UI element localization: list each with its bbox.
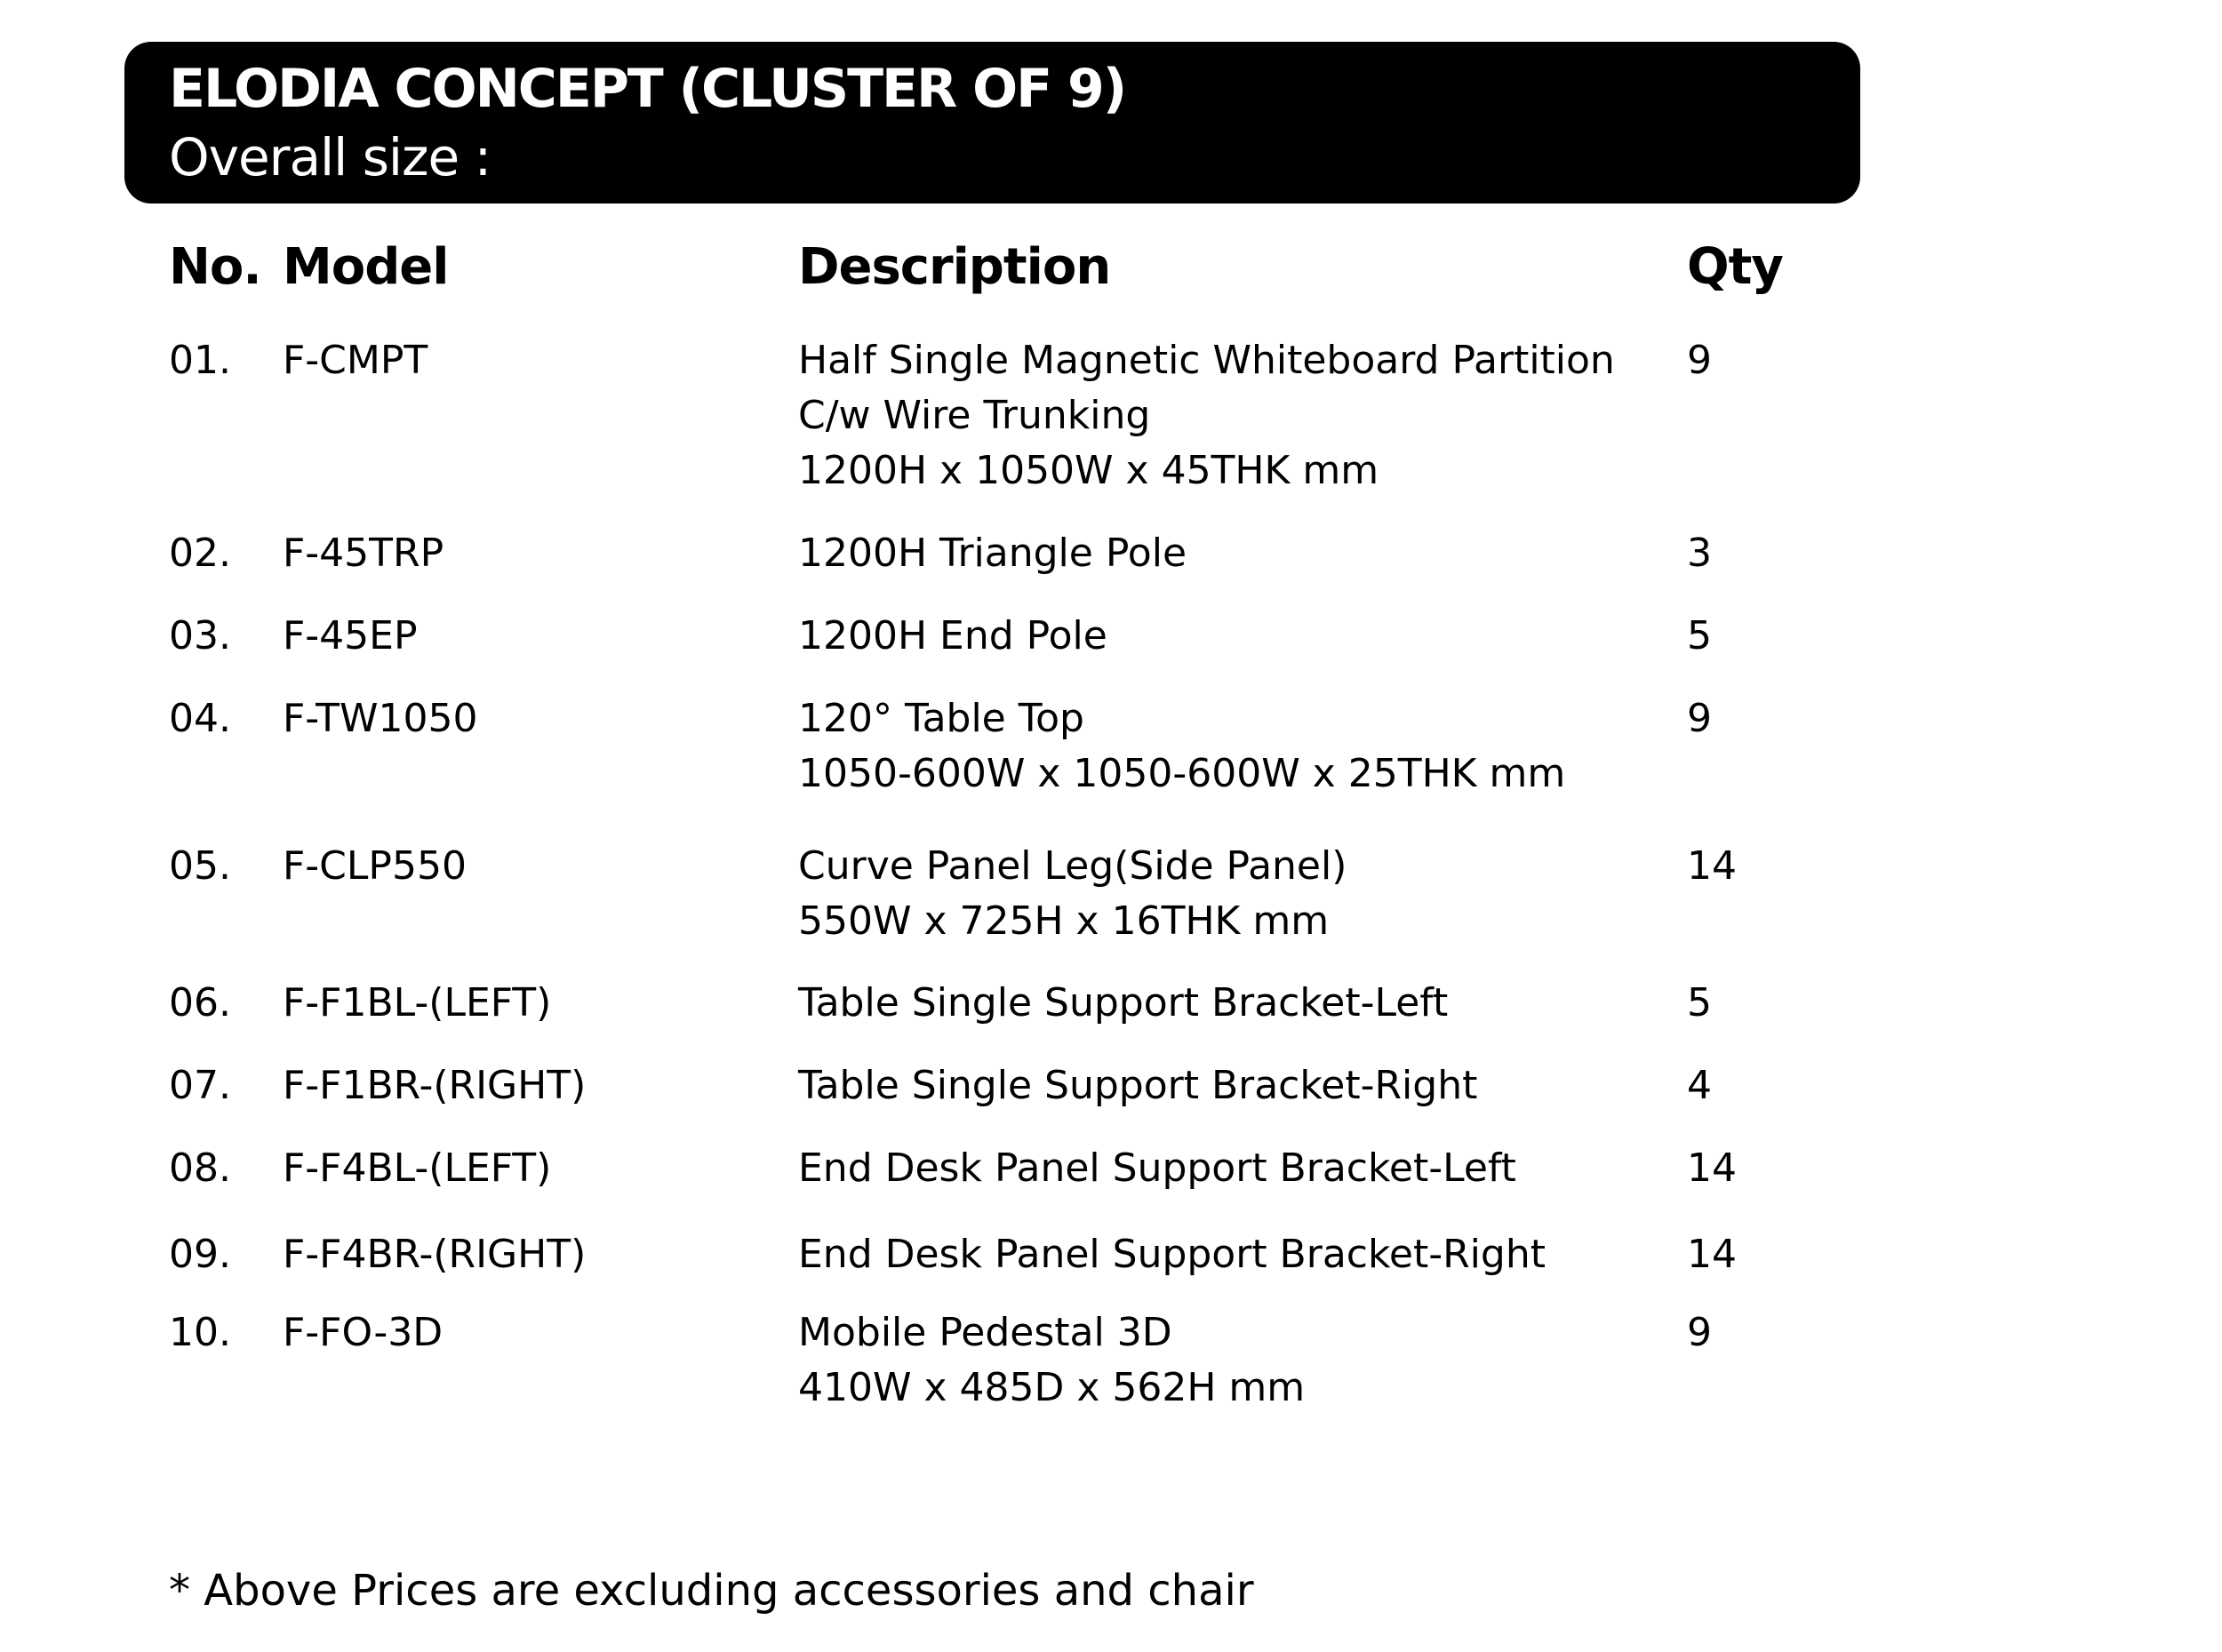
row-description [798,839,1347,949]
description-line: End Desk Panel Support Bracket-Right [798,1232,1546,1277]
row-model: F-45TRP [283,531,444,576]
overall-size-label: Overall size : [169,127,492,188]
description-line: End Desk Panel Support Bracket-Left [798,1145,1516,1191]
row-qty: 14 [1687,1145,1737,1191]
row-number: 08. [169,1145,231,1191]
row-number: 09. [169,1232,231,1277]
description-line: 410W x 485D x 562H mm [798,1365,1306,1410]
row-model: F-F1BR-(RIGHT) [283,1063,587,1108]
description-line: Half Single Magnetic Whiteboard Partition [798,338,1615,383]
description-line: 550W x 725H x 16THK mm [798,898,1330,944]
description-line: Curve Panel Leg(Side Panel) [798,843,1347,889]
row-qty: 4 [1687,1063,1712,1108]
row-model: F-F4BR-(RIGHT) [283,1232,587,1277]
description-line: Table Single Support Bracket-Left [798,980,1449,1026]
description-line: Mobile Pedestal 3D [798,1310,1172,1355]
description-line: C/w Wire Trunking [798,393,1151,438]
description-line: 1050-600W x 1050-600W x 25THK mm [798,751,1566,796]
row-qty: 9 [1687,696,1712,741]
row-description [798,526,1187,581]
row-model: F-FO-3D [283,1310,444,1355]
row-qty: 5 [1687,613,1712,658]
row-number: 02. [169,531,231,576]
row-qty: 3 [1687,531,1712,576]
row-model: F-TW1050 [283,696,478,741]
row-model: F-CLP550 [283,843,467,889]
row-description [798,976,1448,1031]
row-description [798,691,1565,802]
row-number: 03. [169,613,231,658]
row-description [798,609,1107,664]
description-line: 120° Table Top [798,696,1084,741]
row-description [798,1058,1477,1113]
row-qty: 14 [1687,1232,1737,1277]
row-model: F-45EP [283,613,418,658]
column-header-qty: Qty [1687,238,1783,296]
row-description [798,1227,1546,1282]
row-model: F-F1BL-(LEFT) [283,980,552,1026]
row-qty: 14 [1687,843,1737,889]
column-header-description: Description [798,238,1111,296]
row-number: 05. [169,843,231,889]
row-number: 10. [169,1310,231,1355]
page-title: ELODIA CONCEPT (CLUSTER OF 9) [169,58,1126,120]
description-line: 1200H End Pole [798,613,1107,658]
title-banner [124,42,1860,204]
row-qty: 5 [1687,980,1712,1026]
row-model: F-CMPT [283,338,428,383]
row-description [798,1305,1305,1416]
row-qty: 9 [1687,338,1712,383]
row-model: F-F4BL-(LEFT) [283,1145,552,1191]
footnote: * Above Prices are excluding accessories and chair [169,1566,1254,1616]
column-header-no: No. [169,238,261,296]
row-description [798,1141,1516,1196]
row-number: 04. [169,696,231,741]
row-description [798,333,1615,499]
row-number: 07. [169,1063,231,1108]
description-line: Table Single Support Bracket-Right [798,1063,1478,1108]
column-header-model: Model [283,238,449,296]
description-line: 1200H Triangle Pole [798,531,1187,576]
row-qty: 9 [1687,1310,1712,1355]
row-number: 06. [169,980,231,1026]
description-line: 1200H x 1050W x 45THK mm [798,448,1379,493]
row-number: 01. [169,338,231,383]
